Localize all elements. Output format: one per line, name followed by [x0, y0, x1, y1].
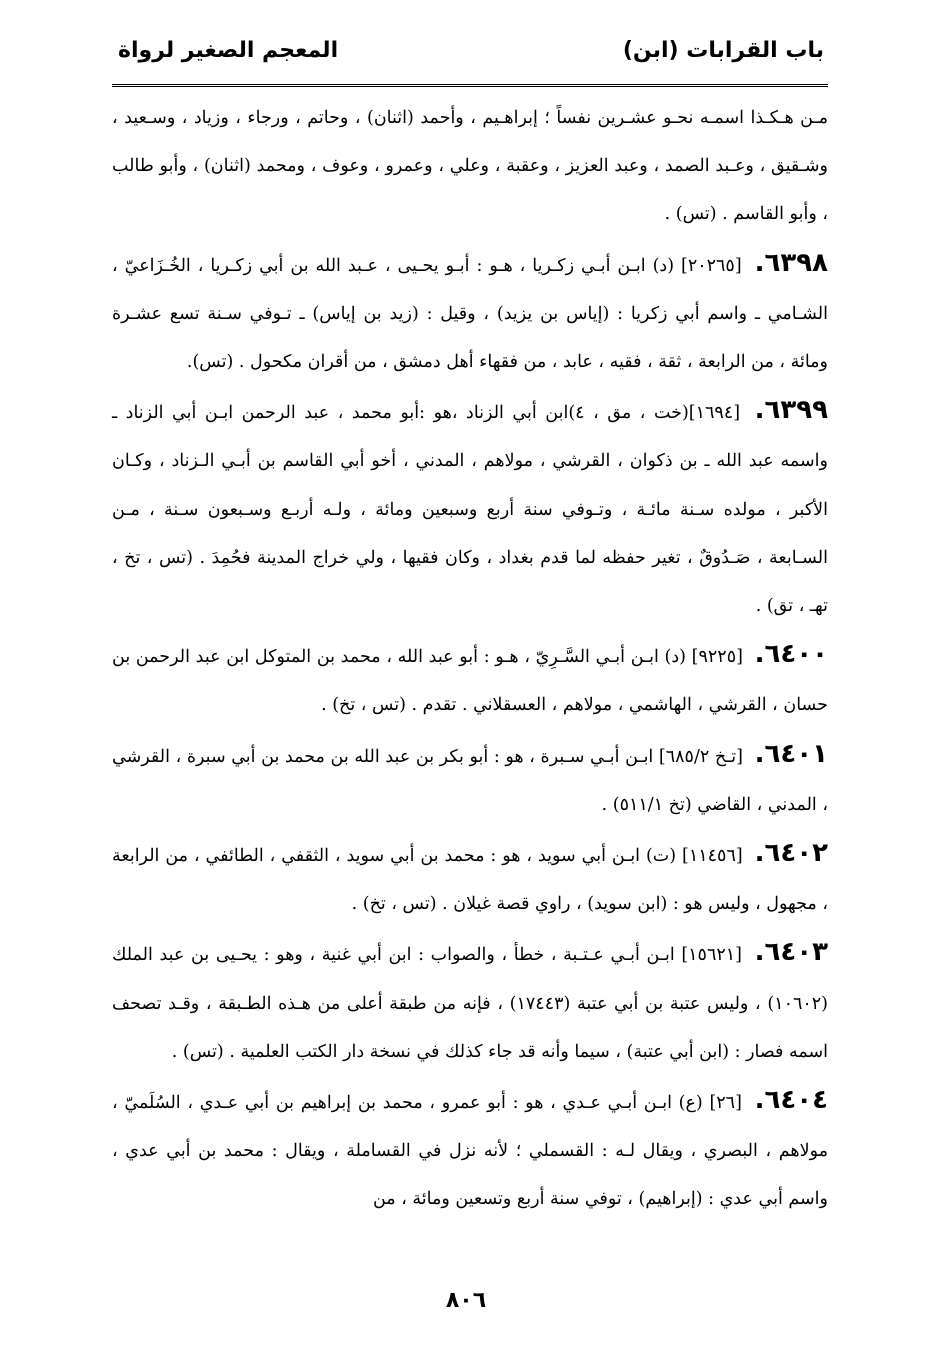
entry-number: ٦٣٩٩.	[754, 395, 828, 426]
book-title: المعجم الصغير لرواة	[118, 38, 339, 63]
chapter-title: باب القرابات (ابن)	[622, 38, 824, 63]
entry-text: [٩٢٢٥] (د) ابـن أبـي السَّـرِيّ ، هـو : أبو عبد الله ، محمد بن المتوكل ابن عبد الرحمن بن حسان ، القرشي ، الهاشمي ، مولاهم ، العسقلاني . تقدم . (تس ، تخ) .	[112, 647, 828, 716]
entry-6401	[112, 730, 828, 829]
entry-6400	[112, 630, 828, 729]
page-body	[112, 94, 828, 1224]
paragraph-continuation	[112, 94, 828, 239]
paragraph-text: مـن هـكـذا اسمـه نحـو عشـرين نفساً ؛ إبراهـيم ، وأحمد (اثنان) ، وحاتم ، ورجاء ، وزياد ، وسـعيد ، وشـقيق ، وعـبد الصمد ، وعبد العزيز ، وعقبة ، وعلي ، وعمرو ، وعوف ، ومحمد (اثنان) ، وأبو طالب ، وأبو القاسم . (تس) .	[112, 108, 828, 225]
header-divider	[112, 84, 828, 87]
entry-number: ٦٣٩٨.	[754, 247, 828, 278]
entry-text: [٢٦] (ع) ابـن أبـي عـدي ، هو : أبو عمرو ، محمد بن إبراهيم بن أبي عـدي ، السُلَميّ ، مولاهم ، البصري ، ويقال لـه : القسملي ؛ لأنه نزل في القساملة ، ويقال : محمد بن أبي عدي ، واسم أبي عدي : (إبراهيم) ، توفي سنة أربع وتسعين ومائة ، من	[112, 1093, 828, 1210]
entry-text: [١٦٩٤](خت ، مق ، ٤)ابن أبي الزناد ،هو :أبو محمد ، عبد الرحمن ابـن أبي الزناد ـ واسمه عبد الله ـ بن ذكوان ، القرشي ، مولاهم ، المدني ، أخو أبي القاسم بن أبـي الـزناد ، وكـان الأكبر ، مولده سـنة مائـة ، وتـوفي سنة أربع وسبعين ومائة ، ولـه أربـع وسـبعون سـنة ، مـن السـابعة ، صَـدُوقٌ ، تغير حفظه لما قدم بغداد ، وكان فقيها ، ولي خراج المدينة فحُمِدَ . (تس ، تخ ، تهـ ، تق) .	[112, 403, 828, 617]
entry-6403	[112, 928, 828, 1076]
page-footer	[0, 1288, 932, 1313]
page-header	[118, 30, 824, 80]
entry-text: [٢٠٢٦٥] (د) ابـن أبـي زكـريا ، هـو : أبـو يحـيى ، عـبد الله بن أبي زكـريا ، الخُـزَاعيّ ، الشـامي ـ واسم أبي زكريا : (إياس بن يزيد) ، وقيل : (زيد بن إياس) ـ تـوفي سـنة تسع عشـرة ومائة ، من الرابعة ، ثقة ، فقيه ، عابد ، من فقهاء أهل دمشق ، من أقران مكحول . (تس).	[112, 255, 828, 373]
page-number: ٨٠٦	[445, 1288, 487, 1313]
entry-text: [تـخ ٦٨٥/٢] ابـن أبـي سـبرة ، هو : أبو بكر بن عبد الله بن محمد بن أبي سبرة ، القرشي ، المدني ، القاضي (تخ ٥١١/١) .	[112, 746, 828, 815]
entry-text: [١٥٦٢١] ابـن أبـي عـتـبة ، خطأ ، والصواب : ابن أبي غنية ، وهو : يحـيى بن عبد الملك (١٠٦٠٢) ، وليس عتبة بن أبي عتبة (١٧٤٤٣) ، فإنه من طبقة أعلى من هـذه الطـبقة ، وقـد تصحف اسمه فصار : (ابن أبي عتبة) ، سيما وأنه قد جاء كذلك في نسخة دار الكتب العلمية . (تس) .	[112, 945, 828, 1062]
entry-number: ٦٤٠٣.	[754, 937, 828, 968]
entry-6404	[112, 1076, 828, 1224]
entry-number: ٦٤٠٤.	[754, 1085, 828, 1116]
entry-number: ٦٤٠٢.	[754, 838, 828, 869]
entry-number: ٦٤٠١.	[754, 738, 828, 769]
entry-number: ٦٤٠٠.	[754, 639, 828, 670]
entry-text: [١١٤٥٦] (ت) ابـن أبي سويد ، هو : محمد بن أبي سويد ، الثقفي ، الطائفي ، من الرابعة ، مجهول ، وليس هو : (ابن سويد) ، راوي قصة غيلان . (تس ، تخ) .	[112, 846, 828, 915]
entry-6398	[112, 239, 828, 387]
entry-6402	[112, 829, 828, 928]
entry-6399	[112, 386, 828, 630]
